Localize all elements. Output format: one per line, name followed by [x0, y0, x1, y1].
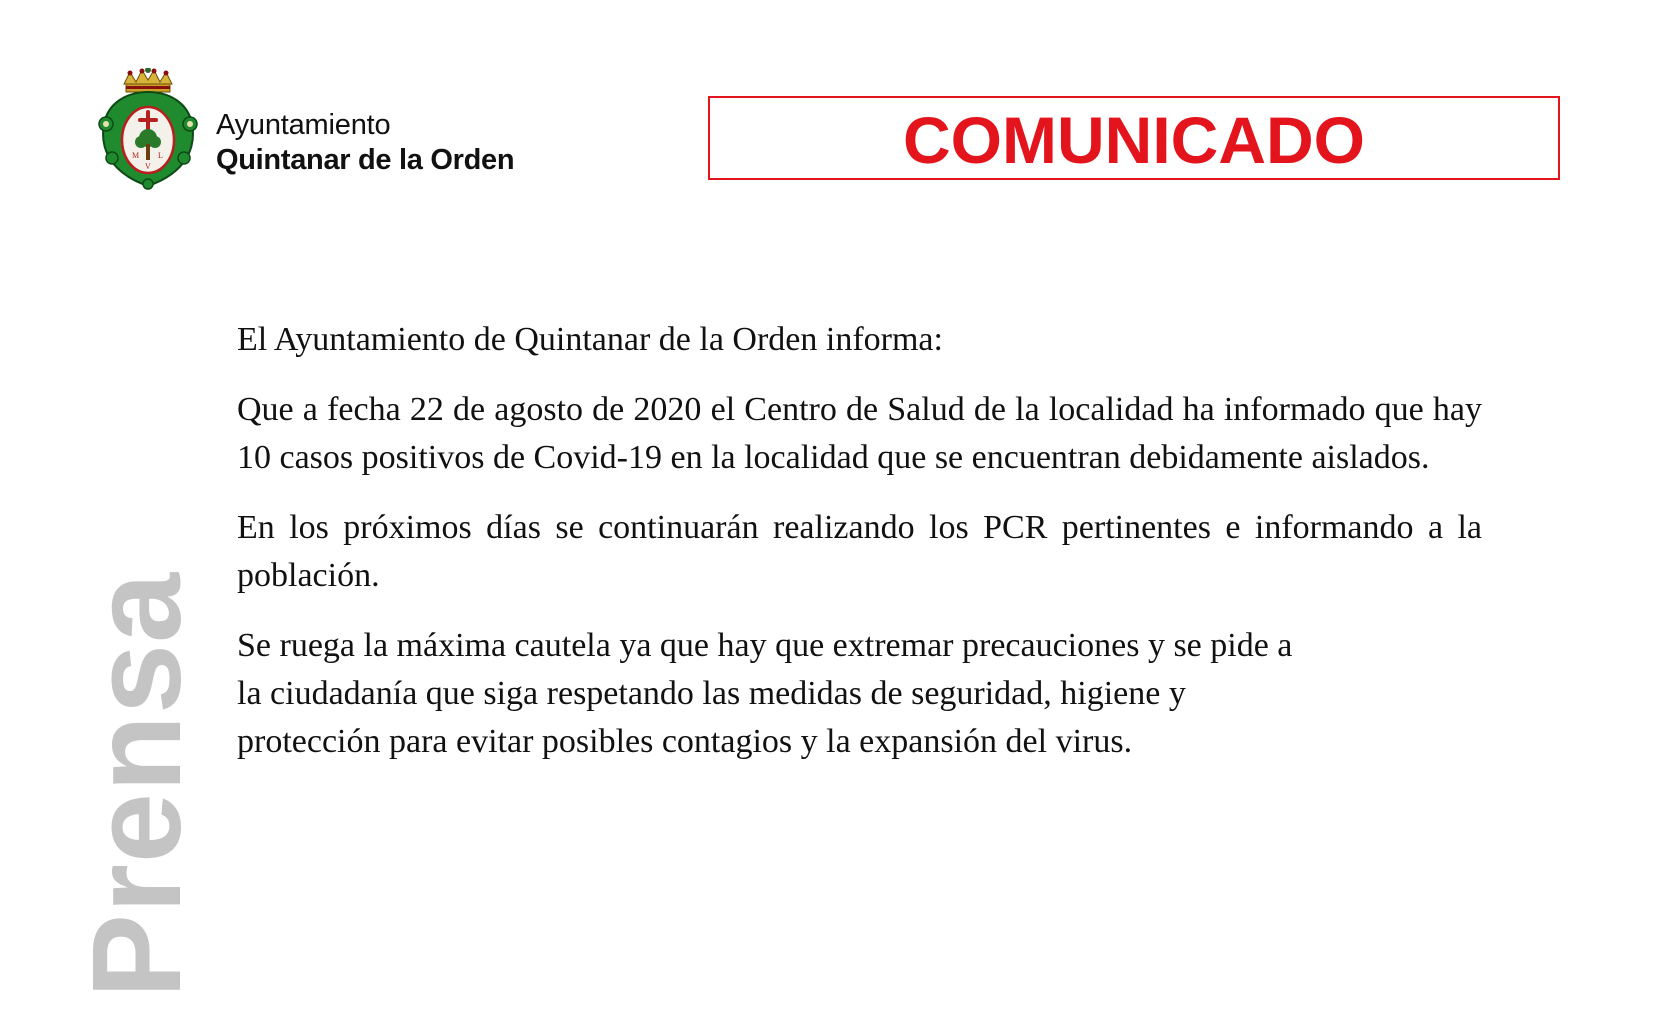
- paragraph-cases: Que a fecha 22 de agosto de 2020 el Centro de Salud de la localidad ha informado que hay 10 casos positivos de Covid-19 en la localidad que se encuentran debidamente aislados.: [237, 391, 1482, 476]
- svg-text:L: L: [158, 151, 163, 160]
- caution-line-1: Se ruega la máxima cautela ya que hay que extremar precauciones y se pide a: [237, 627, 1293, 664]
- svg-text:V: V: [145, 162, 151, 171]
- caution-line-3: protección para evitar posibles contagios y la expansión del virus.: [237, 723, 1133, 760]
- press-release-body: [237, 316, 1482, 788]
- title-box: [708, 96, 1560, 180]
- press-watermark: [66, 565, 207, 1005]
- intro-paragraph: El Ayuntamiento de Quintanar de la Orden informa:: [237, 321, 943, 358]
- page-title: COMUNICADO: [903, 103, 1365, 177]
- coat-of-arms-icon: [96, 68, 200, 190]
- caution-line-2: la ciudadanía que siga respetando las medidas de seguridad, higiene y: [237, 675, 1186, 712]
- watermark-text: Prensa: [66, 571, 207, 999]
- paragraph-caution: [237, 622, 1482, 766]
- paragraph-pcr: En los próximos días se continuarán realizando los PCR pertinentes e informando a la población.: [237, 509, 1482, 594]
- org-name-line2: Quintanar de la Orden: [216, 144, 515, 176]
- svg-text:M: M: [132, 151, 140, 160]
- organization-name: [216, 108, 514, 178]
- org-name-line1: Ayuntamiento: [216, 109, 391, 141]
